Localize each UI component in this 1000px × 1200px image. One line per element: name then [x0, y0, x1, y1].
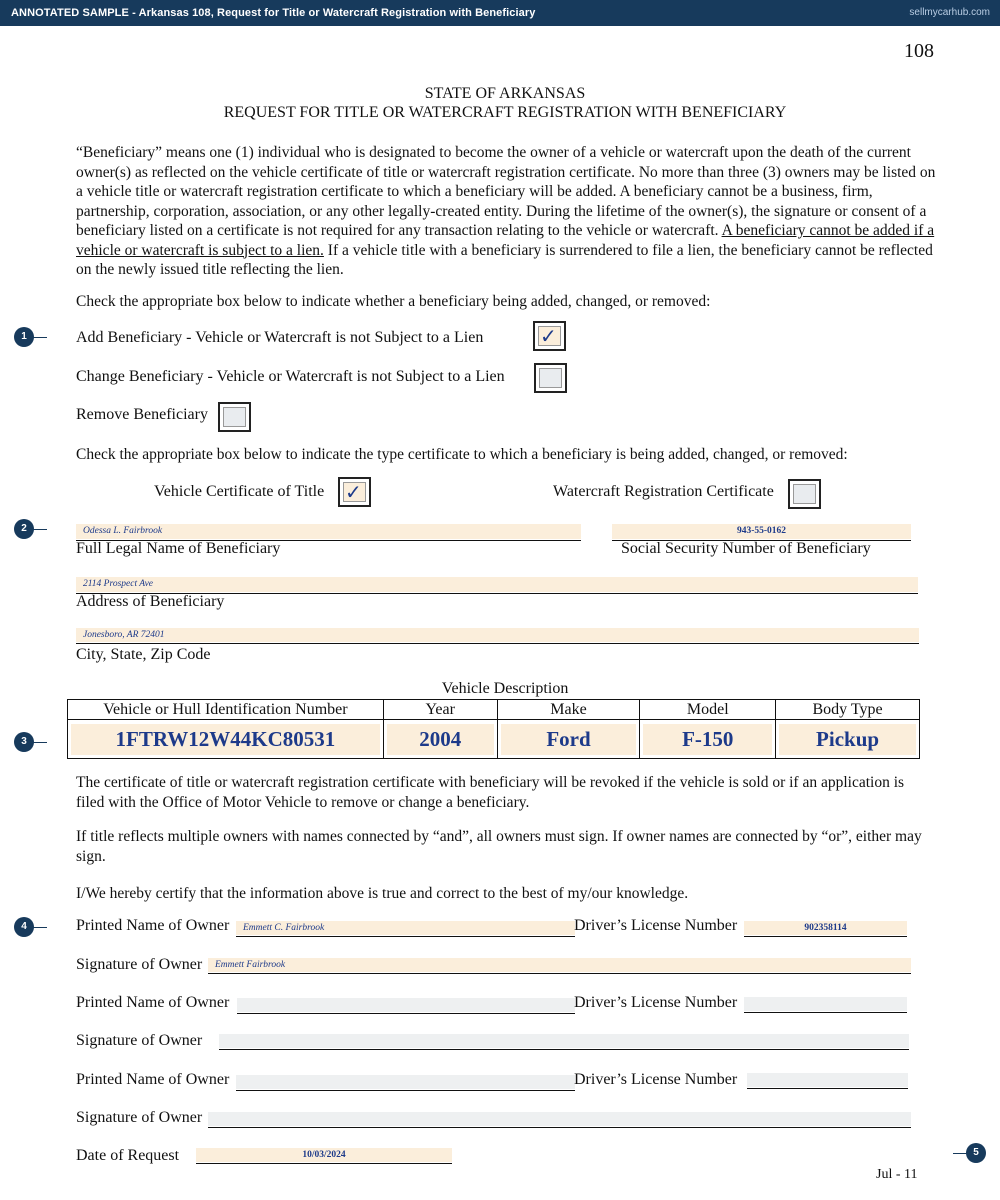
form-revision-date: Jul - 11 — [876, 1167, 918, 1182]
body-type-cell[interactable] — [776, 720, 920, 759]
watercraft-registration-label: Watercraft Registration Certificate — [553, 483, 774, 500]
annotation-leader-1 — [33, 337, 47, 338]
vin-cell[interactable] — [68, 720, 384, 759]
beneficiary-city-field[interactable] — [76, 628, 919, 644]
vin-value: 1FTRW12W44KC80531 — [71, 724, 380, 755]
form-heading-state: STATE OF ARKANSAS — [424, 85, 586, 102]
date-of-request-field[interactable] — [196, 1148, 452, 1164]
form-heading-title: REQUEST FOR TITLE OR WATERCRAFT REGISTRATION WITH BENEFICIARY — [223, 104, 787, 121]
owner1-printed-name-value: Emmett C. Fairbrook — [243, 923, 325, 933]
owner1-printed-name-field[interactable] — [236, 921, 575, 937]
annotation-leader-5 — [953, 1153, 967, 1154]
remove-beneficiary-label: Remove Beneficiary — [76, 406, 208, 423]
owner3-license-field[interactable] — [747, 1073, 908, 1089]
owner1-printed-name-label: Printed Name of Owner — [76, 917, 230, 934]
banner-title: ANNOTATED SAMPLE - Arkansas 108, Request for Title or Watercraft Registration with Beneficiary — [11, 7, 536, 19]
owner1-license-value: 902358114 — [804, 923, 847, 933]
year-header: Year — [383, 700, 497, 720]
beneficiary-ssn-value: 943-55-0162 — [736, 526, 787, 536]
owner1-signature-field[interactable] — [208, 958, 911, 974]
annotation-badge-4: 4 — [14, 917, 34, 937]
owner1-license-field[interactable] — [744, 921, 907, 937]
vehicle-title-label: Vehicle Certificate of Title — [154, 483, 325, 500]
instruction-action: Check the appropriate box below to indicate whether a beneficiary being added, changed, or removed: — [76, 293, 711, 310]
vehicle-description-caption: Vehicle Description — [441, 680, 569, 697]
vehicle-description-table — [67, 699, 920, 759]
owner3-license-label: Driver’s License Number — [574, 1071, 738, 1088]
annotation-leader-3 — [33, 742, 47, 743]
annotation-badge-5: 5 — [966, 1143, 986, 1163]
date-of-request-value: 10/03/2024 — [302, 1150, 346, 1160]
owner2-signature-label: Signature of Owner — [76, 1032, 203, 1049]
add-beneficiary-checkbox[interactable] — [533, 321, 566, 351]
body-type-value: Pickup — [779, 724, 916, 755]
annotation-banner — [0, 0, 1000, 26]
owner2-license-field[interactable] — [744, 997, 907, 1013]
signature-rule-note: If title reflects multiple owners with names connected by “and”, all owners must sign. If owner names are connected by “or”, either may sign. — [76, 828, 922, 865]
date-of-request-label: Date of Request — [76, 1147, 180, 1164]
owner3-printed-name-label: Printed Name of Owner — [76, 1071, 230, 1088]
annotation-badge-2: 2 — [14, 519, 34, 539]
definition-text: “Beneficiary” means one (1) individual who is designated to become the owner of a vehicle or watercraft upon the death of the current owner(s) as reflected on the vehicle certificate of title or watercraft registration certificate. No more than three (3) owners may be listed on a vehicle title or watercraft registration certificate to which a beneficiary will be added. A beneficiary cannot be a business, firm, partnership, corporation, association, or any other legally-created entity. During the lifetime of the owner(s), the signature or consent of a beneficiary listed on a certificate is not required for any transaction relating to the vehicle or watercraft. — [76, 144, 936, 239]
make-header: Make — [497, 700, 640, 720]
owner2-license-label: Driver’s License Number — [574, 994, 738, 1011]
annotation-badge-1: 1 — [14, 327, 34, 347]
beneficiary-name-value: Odessa L. Fairbrook — [83, 526, 163, 536]
owner3-signature-label: Signature of Owner — [76, 1109, 203, 1126]
annotation-leader-4 — [33, 927, 47, 928]
owner2-signature-field[interactable] — [219, 1034, 909, 1050]
beneficiary-city-label: City, State, Zip Code — [76, 646, 211, 663]
year-value: 2004 — [387, 724, 494, 755]
remove-beneficiary-checkbox[interactable] — [218, 402, 251, 432]
body-type-header: Body Type — [776, 700, 920, 720]
owner1-signature-label: Signature of Owner — [76, 956, 203, 973]
add-beneficiary-label: Add Beneficiary - Vehicle or Watercraft is not Subject to a Lien — [76, 329, 484, 346]
model-cell[interactable] — [640, 720, 776, 759]
beneficiary-address-field[interactable] — [76, 577, 918, 594]
beneficiary-address-value: 2114 Prospect Ave — [83, 579, 154, 589]
watercraft-registration-checkbox[interactable] — [788, 479, 821, 509]
beneficiary-definition-paragraph — [76, 143, 936, 280]
beneficiary-ssn-field[interactable] — [612, 524, 911, 541]
owner2-printed-name-label: Printed Name of Owner — [76, 994, 230, 1011]
make-value: Ford — [501, 724, 637, 755]
owner1-signature-value: Emmett Fairbrook — [215, 960, 286, 970]
checkmark-icon: ✓ — [345, 480, 362, 504]
beneficiary-name-field[interactable] — [76, 524, 581, 541]
vehicle-title-checkbox[interactable] — [338, 477, 371, 507]
change-beneficiary-label: Change Beneficiary - Vehicle or Watercraft is not Subject to a Lien — [76, 368, 505, 385]
beneficiary-address-label: Address of Beneficiary — [76, 593, 225, 610]
owner1-license-label: Driver’s License Number — [574, 917, 738, 934]
definition-text-end: If a vehicle title with a beneficiary is surrendered to file a lien, the beneficiary cannot be reflected on the newly issued title reflecting the lien. — [76, 241, 933, 278]
beneficiary-city-value: Jonesboro, AR 72401 — [83, 630, 165, 640]
lien-warning-text: A beneficiary cannot be added if a vehicle or watercraft is subject to a lien. — [76, 222, 935, 259]
make-cell[interactable] — [497, 720, 640, 759]
change-beneficiary-checkbox[interactable] — [534, 363, 567, 393]
annotation-leader-2 — [33, 529, 47, 530]
year-cell[interactable] — [383, 720, 497, 759]
vin-header: Vehicle or Hull Identification Number — [68, 700, 384, 720]
owner3-printed-name-field[interactable] — [236, 1075, 575, 1091]
certification-statement: I/We hereby certify that the information above is true and correct to the best of my/our knowledge. — [76, 885, 689, 902]
beneficiary-name-label: Full Legal Name of Beneficiary — [76, 540, 281, 557]
annotation-badge-3: 3 — [14, 732, 34, 752]
instruction-certificate-type: Check the appropriate box below to indicate the type certificate to which a beneficiary is being added, changed, or removed: — [76, 446, 848, 463]
owner3-signature-field[interactable] — [208, 1112, 911, 1128]
model-value: F-150 — [643, 724, 772, 755]
form-number: 108 — [904, 40, 934, 62]
revocation-note: The certificate of title or watercraft registration certificate with beneficiary will be revoked if the vehicle is sold or if an application is filed with the Office of Motor Vehicle to remove or change a beneficiary. — [76, 774, 905, 811]
model-header: Model — [640, 700, 776, 720]
beneficiary-ssn-label: Social Security Number of Beneficiary — [621, 540, 871, 557]
checkmark-icon: ✓ — [540, 324, 557, 348]
banner-site[interactable]: sellmycarhub.com — [909, 7, 990, 18]
owner2-printed-name-field[interactable] — [237, 998, 575, 1014]
